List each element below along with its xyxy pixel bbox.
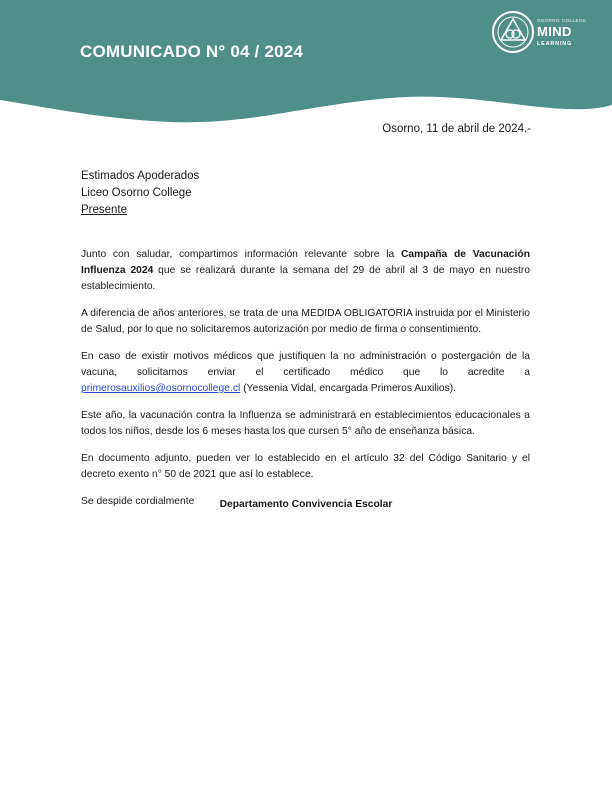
recipient-line: Presente	[81, 204, 128, 216]
closing-line: Se despide cordialmente	[81, 496, 195, 507]
campaign-name: Campaña de Vacunación Influenza 2024	[81, 249, 530, 276]
paragraph: En documento adjunto, pueden ver lo establecido en el artículo 32 del Código Sanitario y el decreto exento n° 50 de 2021 que así lo establece.	[81, 453, 530, 480]
recipient-block	[81, 168, 199, 219]
letter-body	[81, 247, 530, 521]
paragraph: A diferencia de años anteriores, se trata de una MEDIDA OBLIGATORIA instruida por el Ministerio de Salud, por lo que no solicitaremos autorización por medio de firma o consentimiento.	[81, 308, 530, 335]
paragraph-text: que se realizará durante la semana del 29 de abril al 3 de mayo en nuestro establecimiento.	[81, 265, 530, 292]
paragraph-text: (Yessenia Vidal, encargada Primeros Auxilios).	[240, 383, 457, 394]
signature: Departamento Convivencia Escolar	[219, 499, 393, 510]
logo-sub-text: LEARNING	[537, 41, 573, 47]
logo-main-text: MIND	[537, 24, 572, 39]
recipient-line: Estimados Apoderados	[81, 170, 200, 182]
logo-emblem-icon	[491, 10, 535, 54]
paragraph	[81, 349, 530, 397]
page-title: COMUNICADO N° 04 / 2024	[80, 42, 304, 61]
paragraph-text: En caso de existir motivos médicos que justifiquen la no administración o postergación de la vacuna, solicitamos enviar el certificado médico que lo acredite a	[81, 351, 530, 378]
letter-date: Osorno, 11 de abril de 2024.-	[382, 123, 531, 135]
email-link[interactable]: primerosauxilios@osornocollege.cl	[81, 383, 241, 394]
paragraph: Este año, la vacunación contra la Influenza se administrará en establecimientos educacionales a todos los niños, desde los 6 meses hasta los que cursen 5° año de enseñanza básica.	[81, 410, 530, 437]
header-banner	[0, 0, 612, 130]
recipient-line: Liceo Osorno College	[81, 187, 192, 199]
paragraph-text: Junto con saludar, compartimos información relevante sobre la	[81, 249, 401, 260]
paragraph	[81, 247, 530, 295]
school-logo	[491, 10, 601, 56]
logo-small-text: OSORNO COLLEGE	[537, 18, 587, 23]
